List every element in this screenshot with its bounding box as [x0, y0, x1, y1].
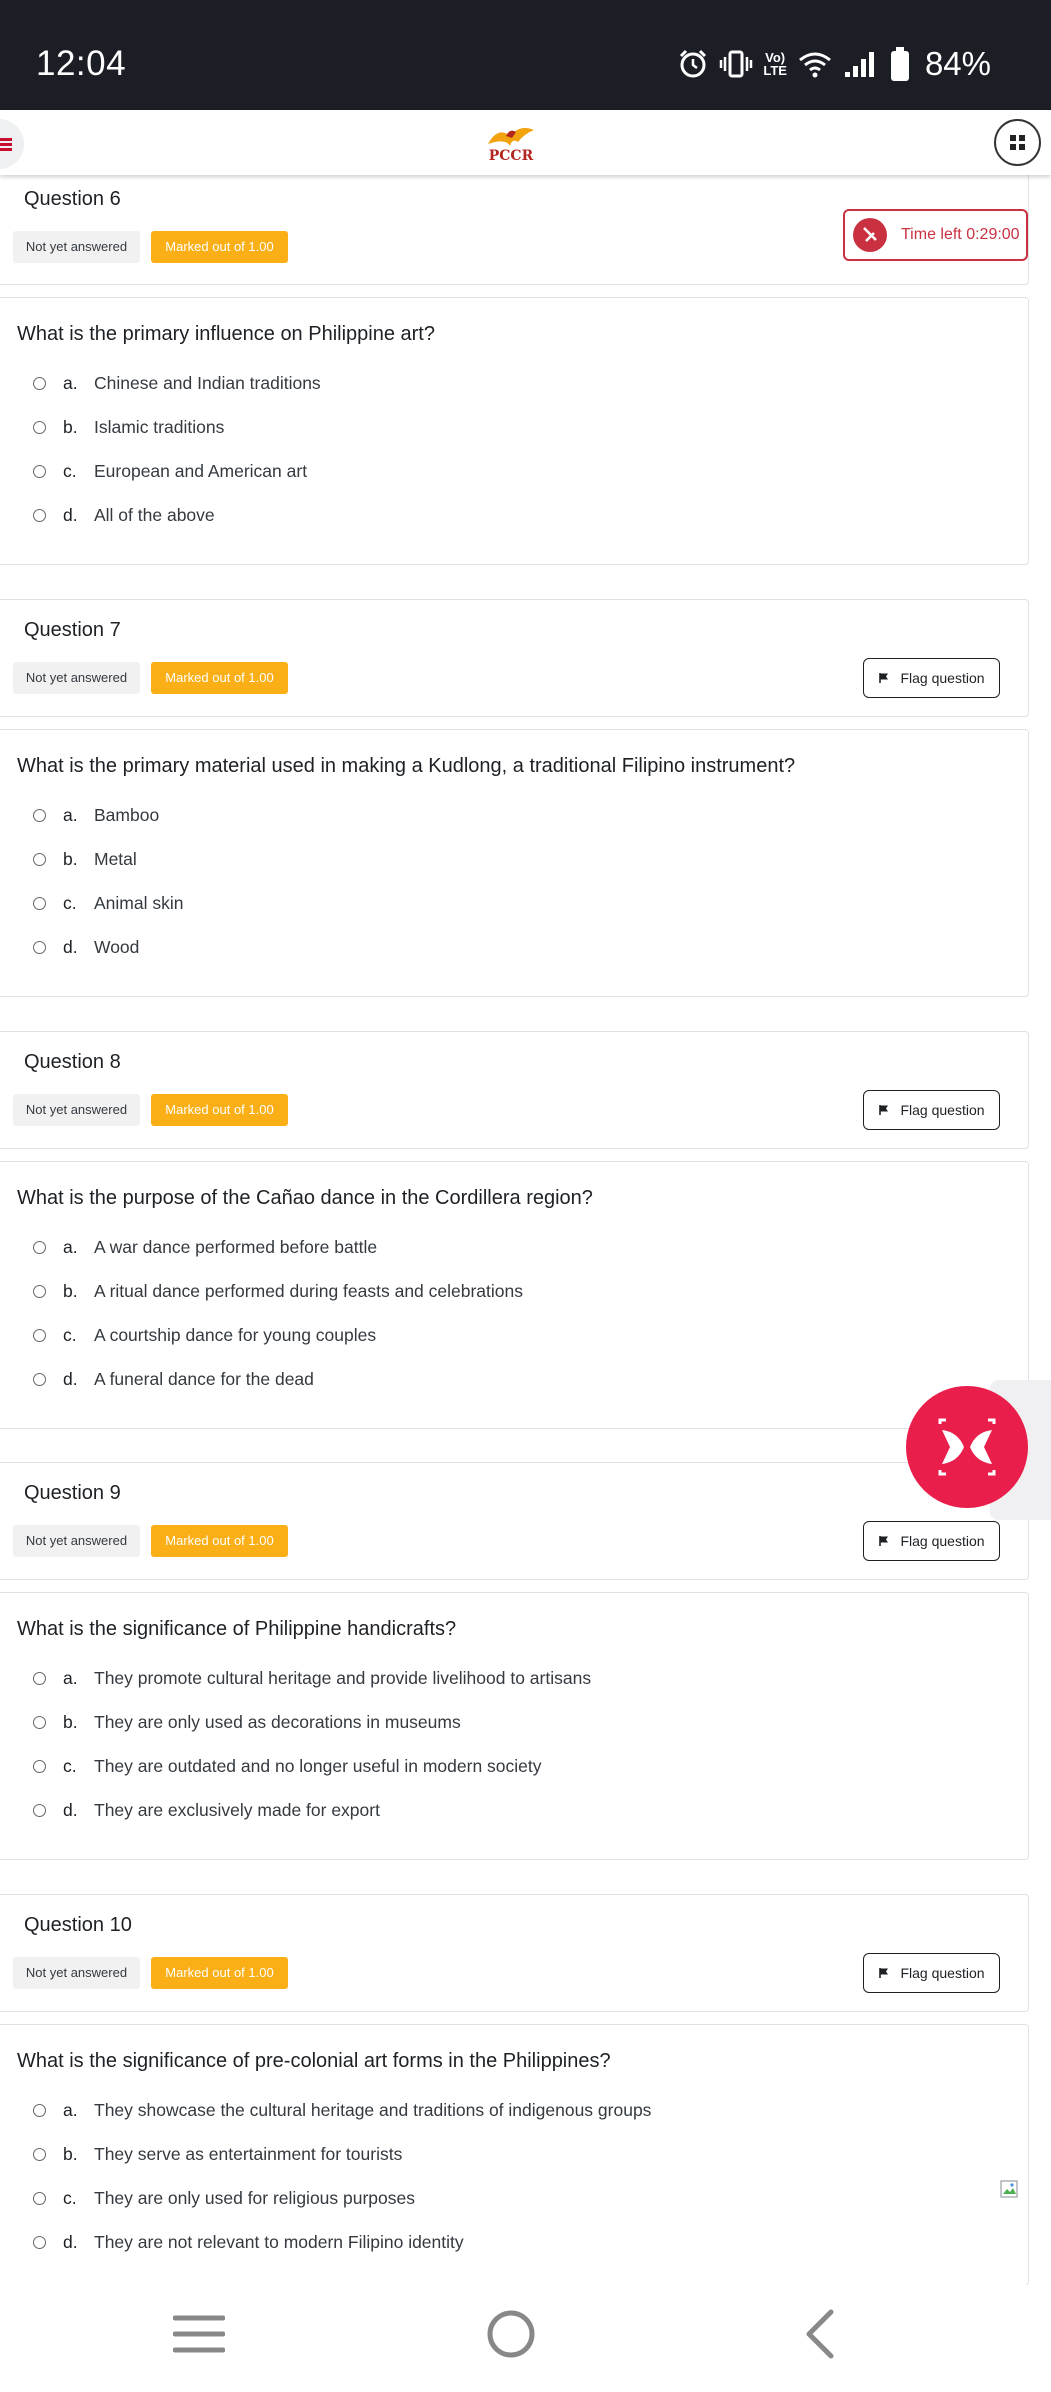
answer-option[interactable]: [33, 1232, 377, 1262]
eagle-icon: [484, 124, 538, 150]
question-formulation: [0, 729, 1029, 997]
status-time: 12:04: [36, 44, 127, 83]
back-icon[interactable]: [801, 2308, 837, 2360]
radio-button[interactable]: [33, 2192, 46, 2205]
radio-button[interactable]: [33, 2104, 46, 2117]
option-label[interactable]: A funeral dance for the dead: [94, 1368, 314, 1389]
answer-option[interactable]: [33, 412, 224, 442]
answer-option[interactable]: [33, 1707, 461, 1737]
option-label[interactable]: A courtship dance for young couples: [94, 1324, 377, 1345]
question-number: Question 8: [24, 1051, 121, 1073]
flag-question-button[interactable]: [863, 658, 1000, 698]
marks-badge: Marked out of 1.00: [151, 1957, 288, 1989]
option-label[interactable]: They are not relevant to modern Filipino identity: [94, 2231, 464, 2252]
timer-label: Time left 0:29:00: [901, 226, 1020, 243]
question-formulation: [0, 2024, 1029, 2286]
answer-option[interactable]: [33, 500, 215, 530]
question-text: What is the primary influence on Philippine art?: [17, 323, 435, 345]
battery-icon: [889, 46, 911, 82]
option-label[interactable]: European and American art: [94, 460, 308, 481]
question-info: [0, 1031, 1029, 1149]
option-label[interactable]: A ritual dance performed during feasts and celebrations: [94, 1280, 524, 1301]
answer-option[interactable]: [33, 932, 139, 962]
quiz-timer[interactable]: [843, 209, 1028, 261]
answer-option[interactable]: [33, 1364, 314, 1394]
option-label[interactable]: They promote cultural heritage and provide livelihood to artisans: [94, 1667, 592, 1688]
option-letter: a.: [63, 372, 78, 393]
answer-option[interactable]: [33, 368, 321, 398]
option-label[interactable]: Wood: [94, 936, 140, 957]
marks-badge: Marked out of 1.00: [151, 662, 288, 694]
marks-badge: Marked out of 1.00: [151, 1525, 288, 1557]
option-letter: b.: [63, 848, 78, 869]
option-label[interactable]: Chinese and Indian traditions: [94, 372, 321, 393]
radio-button[interactable]: [33, 377, 46, 390]
option-label[interactable]: Bamboo: [94, 804, 160, 825]
flag-question-button[interactable]: [863, 1090, 1000, 1130]
answer-option[interactable]: [33, 844, 137, 874]
answer-option[interactable]: [33, 1795, 380, 1825]
logo-text: PCCR: [488, 148, 534, 164]
question-info: [0, 1462, 1029, 1580]
option-letter: c.: [63, 460, 77, 481]
flag-icon: [878, 672, 890, 684]
option-letter: a.: [63, 1236, 78, 1257]
flag-icon: [878, 1104, 890, 1116]
radio-button[interactable]: [33, 897, 46, 910]
option-letter: b.: [63, 1280, 78, 1301]
option-letter: b.: [63, 416, 78, 437]
flag-label: Flag question: [900, 1533, 985, 1549]
option-label[interactable]: They serve as entertainment for tourists: [94, 2143, 403, 2164]
status-icons: [677, 44, 991, 84]
answer-option[interactable]: [33, 2139, 402, 2169]
capture-icon: [906, 1386, 1028, 1508]
radio-button[interactable]: [33, 509, 46, 522]
radio-button[interactable]: [33, 421, 46, 434]
radio-button[interactable]: [33, 1329, 46, 1342]
question-number: Question 10: [24, 1914, 132, 1936]
radio-button[interactable]: [33, 1804, 46, 1817]
answer-option[interactable]: [33, 1276, 523, 1306]
volte-indicator: [763, 51, 787, 77]
question-text: What is the significance of Philippine handicrafts?: [17, 1618, 457, 1640]
option-label[interactable]: They are only used as decorations in museums: [94, 1711, 461, 1732]
option-label[interactable]: They are only used for religious purposes: [94, 2187, 416, 2208]
question-info: [0, 1894, 1029, 2012]
flag-label: Flag question: [900, 670, 985, 686]
option-letter: d.: [63, 936, 78, 957]
question-formulation: [0, 297, 1029, 565]
question-number: Question 6: [24, 188, 121, 210]
option-label[interactable]: All of the above: [94, 504, 215, 525]
option-letter: a.: [63, 804, 78, 825]
option-label[interactable]: Metal: [94, 848, 137, 869]
option-letter: a.: [63, 2099, 78, 2120]
option-letter: c.: [63, 892, 77, 913]
flag-icon: [878, 1967, 890, 1979]
option-letter: c.: [63, 1755, 77, 1776]
radio-button[interactable]: [33, 1672, 46, 1685]
option-letter: c.: [63, 2187, 77, 2208]
answer-state-badge: Not yet answered: [13, 662, 140, 694]
option-letter: d.: [63, 1799, 78, 1820]
marks-badge: Marked out of 1.00: [151, 1094, 288, 1126]
option-label[interactable]: They are outdated and no longer useful in modern society: [94, 1755, 542, 1776]
volte-top-label: Vo): [765, 50, 786, 65]
answer-option[interactable]: [33, 1320, 376, 1350]
answer-state-badge: Not yet answered: [13, 231, 140, 263]
radio-button[interactable]: [33, 1716, 46, 1729]
option-letter: b.: [63, 1711, 78, 1732]
floating-capture-button[interactable]: [906, 1386, 1028, 1508]
option-label[interactable]: They showcase the cultural heritage and traditions of indigenous groups: [94, 2099, 652, 2120]
system-navigation-bar: [0, 2285, 1051, 2392]
flag-icon: [878, 1535, 890, 1547]
question-text: What is the purpose of the Cañao dance in the Cordillera region?: [17, 1187, 593, 1209]
pccr-logo[interactable]: [484, 124, 538, 166]
marks-badge: Marked out of 1.00: [151, 231, 288, 263]
question-text: What is the primary material used in making a Kudlong, a traditional Filipino instrument?: [17, 755, 796, 777]
flag-label: Flag question: [900, 1102, 985, 1118]
radio-button[interactable]: [33, 2148, 46, 2161]
answer-state-badge: Not yet answered: [13, 1957, 140, 1989]
signal-icon: [843, 48, 879, 80]
answer-option[interactable]: [33, 800, 159, 830]
quiz-navigation-button[interactable]: [994, 119, 1041, 166]
radio-button[interactable]: [33, 1241, 46, 1254]
alarm-icon: [677, 48, 709, 80]
volte-bottom-label: LTE: [763, 63, 787, 78]
radio-button[interactable]: [33, 465, 46, 478]
radio-button[interactable]: [33, 853, 46, 866]
drawer-toggle-button[interactable]: [0, 119, 24, 169]
option-letter: d.: [63, 504, 78, 525]
option-label[interactable]: They are exclusively made for export: [94, 1799, 380, 1820]
recent-apps-icon[interactable]: [173, 2314, 225, 2354]
app-header: [0, 110, 1051, 175]
grid-icon: [1010, 135, 1016, 141]
answer-state-badge: Not yet answered: [13, 1094, 140, 1126]
radio-button[interactable]: [33, 941, 46, 954]
answer-option[interactable]: [33, 2183, 415, 2213]
option-letter: d.: [63, 1368, 78, 1389]
option-letter: a.: [63, 1667, 78, 1688]
answer-option[interactable]: [33, 2095, 651, 2125]
question-formulation: [0, 1161, 1029, 1429]
radio-button[interactable]: [33, 1285, 46, 1298]
option-label[interactable]: A war dance performed before battle: [94, 1236, 378, 1257]
vibrate-icon: [719, 48, 753, 80]
flag-label: Flag question: [900, 1965, 985, 1981]
flag-question-button[interactable]: [863, 1521, 1000, 1561]
answer-option[interactable]: [33, 1663, 591, 1693]
timer-icon: [853, 218, 887, 252]
answer-option[interactable]: [33, 456, 307, 486]
home-icon[interactable]: [485, 2308, 537, 2360]
answer-state-badge: Not yet answered: [13, 1525, 140, 1557]
wifi-icon: [797, 48, 833, 80]
option-label[interactable]: Islamic traditions: [94, 416, 225, 437]
battery-percent: 84%: [924, 45, 991, 82]
radio-button[interactable]: [33, 1760, 46, 1773]
question-number: Question 9: [24, 1482, 121, 1504]
option-letter: c.: [63, 1324, 77, 1345]
answer-option[interactable]: [33, 888, 183, 918]
question-formulation: [0, 1592, 1029, 1860]
question-number: Question 7: [24, 619, 121, 641]
question-info: [0, 599, 1029, 717]
radio-button[interactable]: [33, 809, 46, 822]
answer-option[interactable]: [33, 2227, 464, 2257]
option-label[interactable]: Animal skin: [94, 892, 184, 913]
broken-image-icon: [1000, 2180, 1018, 2198]
question-text: What is the significance of pre-colonial art forms in the Philippines?: [17, 2050, 611, 2072]
radio-button[interactable]: [33, 2236, 46, 2249]
flag-question-button[interactable]: [863, 1953, 1000, 1993]
option-letter: d.: [63, 2231, 78, 2252]
status-bar: [0, 0, 1051, 110]
answer-option[interactable]: [33, 1751, 542, 1781]
radio-button[interactable]: [33, 1373, 46, 1386]
option-letter: b.: [63, 2143, 78, 2164]
